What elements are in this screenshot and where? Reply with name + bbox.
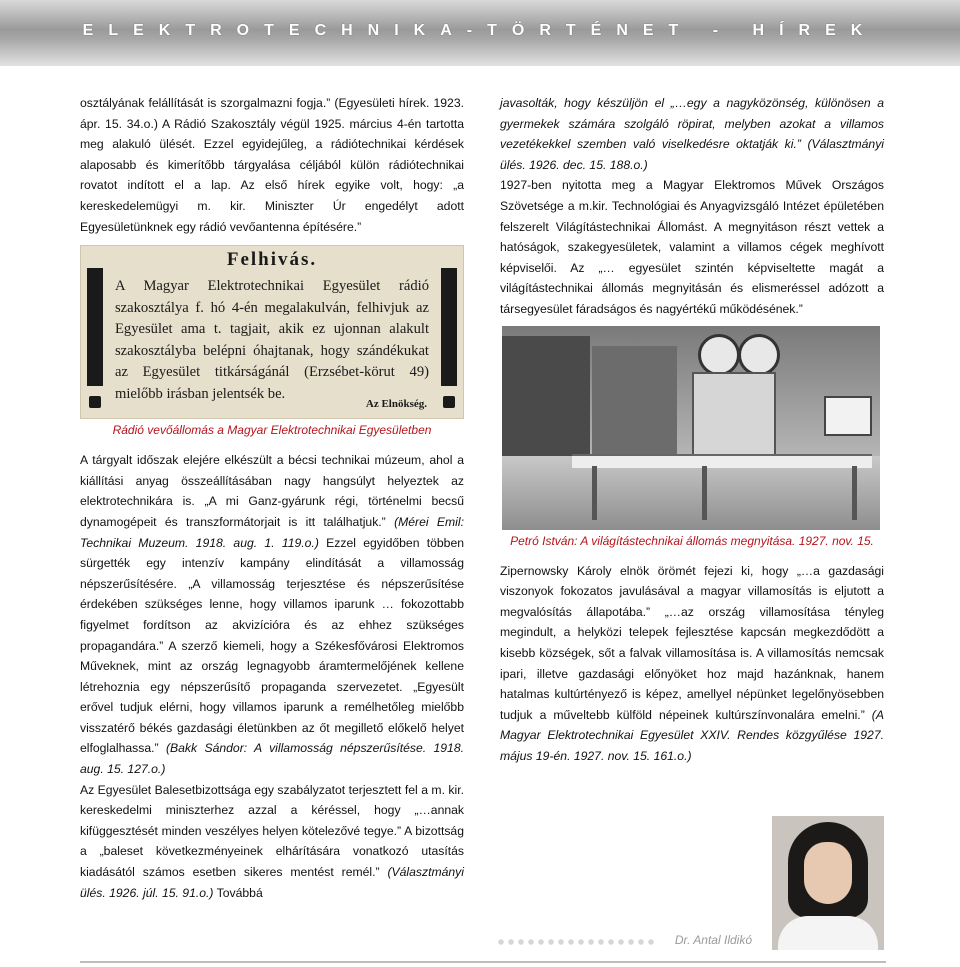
right-paragraph-2: 1927-ben nyitotta meg a Magyar Elektromos Művek Országos Szövetsége a m.kir. Technológiai és Anyagvizsgáló Intézet épületében felszerelt Világítástechnikai Állomást. A megnyitáson részt vettek a hatóságok, szakegyesületek, valamint a villamos cégek meghívott képviselői. Az „… egyesület szintén képviseltette magát a világítástechnikai állomás megnyitásán és elismeréssel adózott a társegyesület fáradságos és nagyértékű működésének.” [500, 178, 884, 316]
author-portrait-photo [772, 816, 884, 950]
right-paragraph-3-text: Zipernowsky Károly elnök örömét fejezi ki, hogy „…a gazdasági viszonyok fokozatos javulásával a magyar villamosítás is eljutott a megvalósítás állapotába.” „…az ország villamosítása tényleg megindult, a helyközi telepek fejlesztése kapcsán megkezdődött a kisebb községek, sőt a falvak villamosítása is. A villamosítás nemcsak ipari, illetve gazdasági előnyöket hoz majd hazánknak, hanem hatalmas kultúrtényező is képez, amellyel népünket legelőnyösebben tudjuk a műveltebb külföld népeinek kultúrszínvonalára emelni.” [500, 563, 884, 722]
left-column [80, 93, 464, 903]
footer-rule [80, 961, 886, 963]
clipping-signature: Az Elnökség. [365, 397, 427, 410]
left-paragraph-2-text: A tárgyalt időszak elejére elkészült a bécsi technikai múzeum, ahol a kiállítási anyag összeállításában nagy hangsúlyt helyeztek az elektrotechnikára is. „A mi Ganz-gyárunk régi, történelmi becsű dynamogépeit és transzformátorjait is itt találhatjuk.” [80, 453, 464, 529]
author-name: Dr. Antal Ildikó [674, 933, 752, 947]
clipping-caption: Rádió vevőállomás a Magyar Elektrotechnikai Egyesületben [112, 423, 432, 438]
left-paragraph-1: osztályának felállítását is szorgalmazni fogja.” (Egyesületi hírek. 1923. ápr. 15. 34.o.) A Rádió Szakosztály végül 1925. március 4-én tartotta meg alakuló ülését. Ezzel egyidejűleg, a rádiótechnikai kérdések alaposabb és kimerítőbb tárgyalása céljából külön rádiótechnikai rovatot indított el a lap. Az első hírek egyike volt, hogy: „a kereskedelemügyi m. kir. Miniszter Úr engedélyt adott Egyesületünknek egy rádió vevőantenna építésére.” [80, 96, 464, 234]
exclamation-mark-right-icon [441, 268, 457, 386]
left-paragraph-2-citation: (Mérei Emil: Technikai Muzeum. 1918. aug. 1. 119.o.) [80, 514, 464, 550]
newspaper-clipping [80, 245, 464, 419]
clipping-title: Felhivás. [226, 249, 318, 271]
left-paragraph-4-text: Az Egyesület Balesetbizottsága egy szabályzatot terjesztett fel a m. kir. kereskedelmi miniszterhez azzal a kéréssel, hogy „…annak kifüggesztését minden veszélyes helyen kötelezővé tegye.” A bizottság a „baleset következményeinek elhárítására vonatkozó utasítás kiadásától számos esetben sikeres mentést remél.” [80, 782, 464, 880]
left-paragraph-4 [80, 780, 464, 904]
right-column [500, 93, 884, 766]
dotted-leader [496, 939, 656, 945]
header-title: ELEKTROTECHNIKA-TÖRTÉNET - HÍREK [82, 22, 878, 39]
right-paragraph-3 [500, 561, 884, 767]
lighting-station-photo [502, 326, 880, 530]
left-paragraph-3-citation: (Bakk Sándor: A villamosság népszerűsítése. 1918. aug. 15. 127.o.) [80, 741, 464, 777]
photo-caption: Petró István: A világítástechnikai állomás megnyitása. 1927. nov. 15. [510, 533, 874, 548]
page-header [0, 0, 960, 66]
right-paragraph-3-citation: (A Magyar Elektrotechnikai Egyesület XXIV. Rendes közgyűlése 1927. május 19-én. 1927. nov. 15. 161.o.) [500, 707, 884, 763]
left-paragraph-2 [80, 450, 464, 780]
right-paragraph-1: javasolták, hogy készüljön el „…egy a nagyközönség, különösen a gyermekek számára szolgáló röpirat, melyben azokat a villamos vezetékekkel szemben való viselkedésre oktatják ki.” (Választmányi ülés. 1926. dec. 15. 188.o.) [500, 96, 884, 172]
author-signature-row [496, 933, 766, 951]
left-paragraph-4-citation: (Választmányi ülés. 1926. júl. 15. 91.o.) [80, 865, 464, 900]
left-paragraph-4-tail: Továbbá [216, 885, 263, 900]
clipping-body: A Magyar Elektrotechnikai Egyesület rádió szakosztálya f. hó 4-én megalakulván, felhivjuk az Egyesület ama t. tagjait, akik ez ujonnan alakult szakosztályba belépni óhajtanak, hogy szándékukat az Egyesület titkárságánál (Erzsébet-körut 49) mielőbb irásban jelentsék be. [115, 278, 429, 402]
left-paragraph-3-text: Ezzel egyidőben többen sürgették egy intenzív kampány elindítását a villamosság népszerűsítésére. „A villamosság terjesztése és népszerűsítése érdekében szükséges lenne, hogy villamos iparunk … fokozottabb figyelmet fordítson az akvizícióra és az ehhez szükséges propagandára.” A szerző kiemeli, hogy a Székesfővárosi Elektromos Műveknek, mint az ország legnagyobb áramtermelőjének kellene létrehoznia egy népszerűsítő propaganda szervezetet. „Egyesült erővel tudjuk elérni, hogy villamos iparunk a remélhetőleg mielőbb visszatérő békés gazdasági életünkben az őt megillető előkelő helyet elfoglalhassa.” [80, 535, 465, 756]
exclamation-mark-left-icon [87, 268, 103, 386]
